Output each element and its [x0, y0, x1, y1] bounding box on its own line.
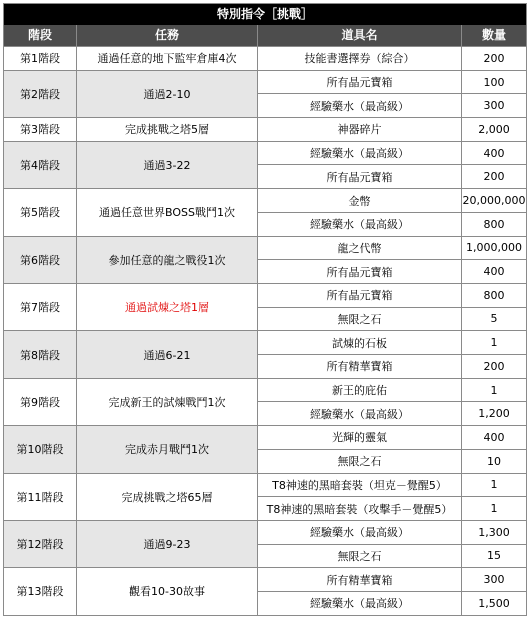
- reward-item-row: [258, 354, 526, 378]
- reward-items: [258, 189, 526, 235]
- table-row: [4, 141, 526, 188]
- table-row: [4, 378, 526, 425]
- task-cell: 通過任意世界BOSS戰鬥1次: [77, 189, 258, 235]
- reward-item-row: [258, 212, 526, 236]
- reward-item-row: [258, 568, 526, 591]
- stage-cell: 第5階段: [4, 189, 77, 235]
- stage-cell: 第11階段: [4, 474, 77, 520]
- item-name-cell: 新王的庇佑: [258, 379, 462, 402]
- item-name-cell: T8神速的黑暗套裝（攻擊手－覺醒5）: [258, 497, 462, 520]
- task-cell: 通過3-22: [77, 142, 258, 188]
- item-name-cell: 所有晶元寶箱: [258, 165, 462, 188]
- stage-cell: 第12階段: [4, 521, 77, 567]
- reward-items: [258, 331, 526, 377]
- quantity-cell: 1,500: [478, 596, 510, 610]
- item-name-cell: 無限之石: [258, 450, 462, 473]
- stage-cell: 第7階段: [4, 284, 77, 330]
- reward-item-row: [258, 496, 526, 520]
- quantity-cell: 300: [483, 99, 505, 113]
- item-name-cell: 經驗藥水（最高級）: [258, 402, 462, 425]
- reward-item-row: [258, 259, 526, 283]
- item-name-cell: 經驗藥水（最高級）: [258, 213, 462, 236]
- reward-item-row: [258, 164, 526, 188]
- item-name-cell: 所有晶元寶箱: [258, 71, 462, 94]
- quantity-cell: 1: [490, 336, 498, 350]
- reward-items: [258, 284, 526, 330]
- task-cell: 完成挑戰之塔5層: [77, 118, 258, 141]
- item-name-cell: 金幣: [258, 189, 462, 212]
- reward-item-row: [258, 118, 526, 141]
- item-name-cell: 無限之石: [258, 545, 462, 568]
- header-stage: 階段: [4, 25, 77, 46]
- item-name-cell: 經驗藥水（最高級）: [258, 142, 462, 165]
- reward-item-row: [258, 142, 526, 165]
- table-row: [4, 567, 526, 614]
- item-name-cell: 所有精華寶箱: [258, 568, 462, 591]
- quantity-cell: 400: [483, 265, 505, 279]
- item-name-cell: 技能書選擇券（綜合）: [258, 47, 462, 70]
- stage-cell: 第6階段: [4, 237, 77, 283]
- reward-item-row: [258, 401, 526, 425]
- table-row: [4, 473, 526, 520]
- item-name-cell: 經驗藥水（最高級）: [258, 592, 462, 615]
- quantity-cell: 200: [483, 170, 505, 184]
- header-quantity: 數量: [481, 28, 506, 42]
- quantity-cell: 1,300: [478, 525, 510, 539]
- reward-item-row: [258, 307, 526, 331]
- table-row: [4, 117, 526, 141]
- reward-item-row: [258, 189, 526, 212]
- item-name-cell: 神器碎片: [258, 118, 462, 141]
- quantity-cell: 1,000,000: [466, 241, 522, 255]
- quantity-cell: 1: [490, 383, 498, 397]
- table-row: [4, 330, 526, 377]
- quantity-cell: 20,000,000: [462, 194, 526, 207]
- stage-cell: 第1階段: [4, 47, 77, 70]
- task-cell: 完成赤月戰鬥1次: [77, 426, 258, 472]
- table-row: [4, 425, 526, 472]
- task-cell: 通過任意的地下監牢倉庫4次: [77, 47, 258, 70]
- reward-items: [258, 426, 526, 472]
- quantity-cell: 10: [487, 454, 501, 468]
- quantity-cell: 1: [490, 502, 498, 516]
- reward-item-row: [258, 474, 526, 497]
- quantity-cell: 400: [483, 430, 505, 444]
- item-name-cell: 所有晶元寶箱: [258, 260, 462, 283]
- quantity-cell: 800: [483, 288, 505, 302]
- stage-cell: 第10階段: [4, 426, 77, 472]
- stage-cell: 第13階段: [4, 568, 77, 614]
- header-task: 任務: [77, 25, 258, 46]
- task-cell: 通過試煉之塔1層: [77, 284, 258, 330]
- reward-items: [258, 237, 526, 283]
- reward-items: [258, 71, 526, 117]
- header-item-name: 道具名: [258, 25, 462, 46]
- item-name-cell: 無限之石: [258, 308, 462, 331]
- reward-item-row: [258, 544, 526, 568]
- stage-cell: 第2階段: [4, 71, 77, 117]
- quantity-cell: 1,200: [478, 407, 510, 421]
- quantity-cell: 300: [483, 573, 505, 587]
- reward-item-row: [258, 71, 526, 94]
- task-cell: 完成挑戰之塔65層: [77, 474, 258, 520]
- stage-cell: 第8階段: [4, 331, 77, 377]
- table-row: [4, 188, 526, 235]
- item-name-cell: 所有精華寶箱: [258, 355, 462, 378]
- reward-items: [258, 568, 526, 614]
- table-row: [4, 520, 526, 567]
- table-body: [4, 46, 526, 615]
- item-name-cell: 所有晶元寶箱: [258, 284, 462, 307]
- table-row: [4, 46, 526, 70]
- reward-items: [258, 47, 526, 70]
- table-row: [4, 236, 526, 283]
- item-name-cell: 經驗藥水（最高級）: [258, 521, 462, 544]
- item-name-cell: T8神速的黑暗套裝（坦克－覺醒5）: [258, 474, 462, 497]
- reward-item-row: [258, 331, 526, 354]
- reward-item-row: [258, 449, 526, 473]
- task-cell: 通過9-23: [77, 521, 258, 567]
- reward-items: [258, 521, 526, 567]
- reward-items: [258, 379, 526, 425]
- task-cell: 參加任意的龍之戰役1次: [77, 237, 258, 283]
- stage-cell: 第3階段: [4, 118, 77, 141]
- quantity-cell: 200: [483, 51, 505, 65]
- quantity-cell: 2,000: [478, 122, 510, 136]
- reward-item-row: [258, 47, 526, 70]
- stage-cell: 第9階段: [4, 379, 77, 425]
- quantity-cell: 400: [483, 146, 505, 160]
- item-name-cell: 光輝的靈氣: [258, 426, 462, 449]
- table-row: [4, 283, 526, 330]
- quantity-cell: 5: [490, 312, 498, 326]
- reward-items: [258, 118, 526, 141]
- reward-item-row: [258, 237, 526, 260]
- reward-item-row: [258, 426, 526, 449]
- item-name-cell: 試煉的石板: [258, 331, 462, 354]
- stage-cell: 第4階段: [4, 142, 77, 188]
- reward-item-row: [258, 379, 526, 402]
- quantity-cell: 100: [483, 75, 505, 89]
- item-name-cell: 經驗藥水（最高級）: [258, 94, 462, 117]
- quantity-cell: 200: [483, 359, 505, 373]
- quantity-cell: 1: [490, 478, 498, 492]
- quantity-cell: 800: [483, 217, 505, 231]
- reward-item-row: [258, 93, 526, 117]
- table-row: [4, 70, 526, 117]
- quantity-cell: 15: [487, 549, 501, 563]
- reward-items: [258, 142, 526, 188]
- task-cell: 完成新王的試煉戰鬥1次: [77, 379, 258, 425]
- table-title: 特別指令［挑戰］: [4, 4, 526, 25]
- reward-items: [258, 474, 526, 520]
- task-cell: 觀看10-30故事: [77, 568, 258, 614]
- item-name-cell: 龍之代幣: [258, 237, 462, 260]
- table-header: [4, 25, 526, 46]
- reward-item-row: [258, 521, 526, 544]
- task-cell: 通過6-21: [77, 331, 258, 377]
- reward-item-row: [258, 284, 526, 307]
- task-cell: 通過2-10: [77, 71, 258, 117]
- reward-table: [3, 3, 527, 616]
- reward-item-row: [258, 591, 526, 615]
